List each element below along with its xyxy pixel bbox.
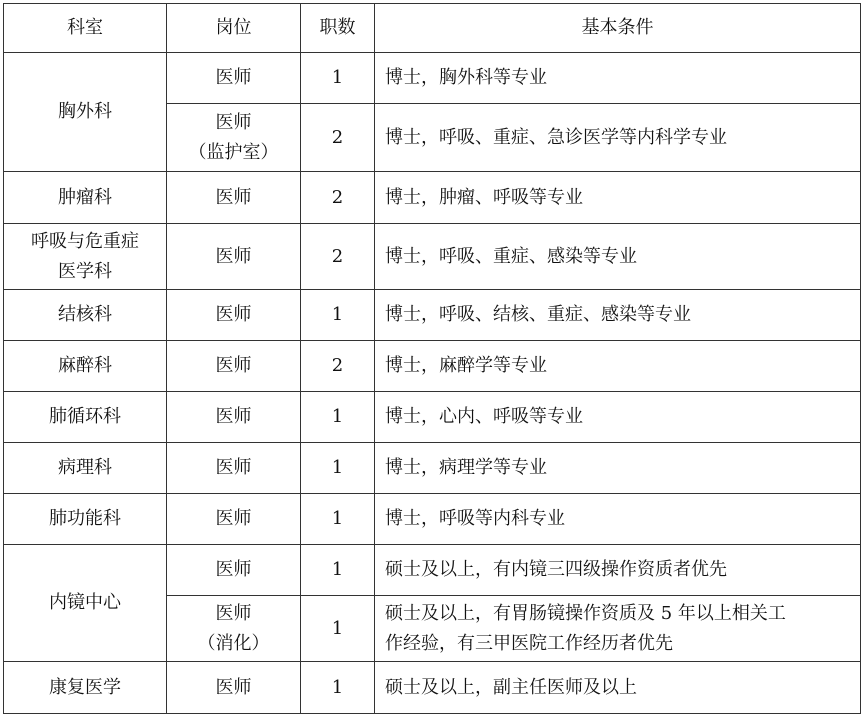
- dept-cell: 内镜中心: [4, 545, 167, 662]
- conditions-cell: 博士，呼吸、重症、感染等专业: [375, 224, 861, 290]
- table-row: [4, 662, 861, 714]
- conditions-cell: 硕士及以上，副主任医师及以上: [375, 662, 861, 714]
- table-row: [4, 172, 861, 224]
- count-cell: 1: [301, 392, 375, 443]
- count-cell: 2: [301, 172, 375, 224]
- count-cell: 1: [301, 290, 375, 341]
- dept-cell: 病理科: [4, 443, 167, 494]
- table-row: [4, 494, 861, 545]
- header-count: 职数: [301, 4, 375, 53]
- recruitment-table: [3, 3, 861, 714]
- position-cell: [167, 104, 301, 172]
- conditions-cell: 博士，呼吸等内科专业: [375, 494, 861, 545]
- table-row: [4, 53, 861, 104]
- conditions-cell: 博士，胸外科等专业: [375, 53, 861, 104]
- dept-cell: 结核科: [4, 290, 167, 341]
- conditions-cell: 博士，呼吸、结核、重症、感染等专业: [375, 290, 861, 341]
- position-cell: 医师: [167, 224, 301, 290]
- conditions-cell: 博士，肿瘤、呼吸等专业: [375, 172, 861, 224]
- dept-cell: 肺循环科: [4, 392, 167, 443]
- position-cell: 医师: [167, 290, 301, 341]
- count-cell: 1: [301, 443, 375, 494]
- dept-cell: 麻醉科: [4, 341, 167, 392]
- conditions-cell: 博士，病理学等专业: [375, 443, 861, 494]
- count-cell: 1: [301, 53, 375, 104]
- position-line: （消化）: [197, 632, 270, 654]
- dept-cell: 肿瘤科: [4, 172, 167, 224]
- count-cell: 2: [301, 341, 375, 392]
- position-cell: 医师: [167, 494, 301, 545]
- table-row: [4, 341, 861, 392]
- position-cell: 医师: [167, 443, 301, 494]
- dept-cell: 肺功能科: [4, 494, 167, 545]
- position-cell: 医师: [167, 341, 301, 392]
- position-cell: 医师: [167, 172, 301, 224]
- conditions-cell: [375, 596, 861, 662]
- conditions-cell: 博士，呼吸、重症、急诊医学等内科学专业: [375, 104, 861, 172]
- conditions-cell: 博士，心内、呼吸等专业: [375, 392, 861, 443]
- table-row: [4, 545, 861, 596]
- count-cell: 2: [301, 224, 375, 290]
- position-cell: 医师: [167, 392, 301, 443]
- position-cell: 医师: [167, 53, 301, 104]
- dept-line: 呼吸与危重症: [31, 230, 139, 252]
- position-cell: [167, 596, 301, 662]
- header-position: 岗位: [167, 4, 301, 53]
- header-row: [4, 4, 861, 53]
- dept-cell: 胸外科: [4, 53, 167, 172]
- dept-cell: [4, 224, 167, 290]
- conditions-cell: 硕士及以上，有内镜三四级操作资质者优先: [375, 545, 861, 596]
- table-row: [4, 224, 861, 290]
- count-cell: 1: [301, 662, 375, 714]
- conditions-cell: 博士，麻醉学等专业: [375, 341, 861, 392]
- position-line: （监护室）: [188, 141, 279, 163]
- position-cell: 医师: [167, 662, 301, 714]
- conditions-line: 硕士及以上，有胃肠镜操作资质及 5 年以上相关工: [385, 602, 786, 624]
- dept-cell: 康复医学: [4, 662, 167, 714]
- dept-line: 医学科: [58, 260, 112, 282]
- position-line: 医师: [215, 111, 252, 133]
- count-cell: 1: [301, 596, 375, 662]
- count-cell: 2: [301, 104, 375, 172]
- table-row: [4, 290, 861, 341]
- table-row: [4, 392, 861, 443]
- header-dept: 科室: [4, 4, 167, 53]
- count-cell: 1: [301, 545, 375, 596]
- conditions-line: 作经验，有三甲医院工作经历者优先: [385, 632, 673, 654]
- position-line: 医师: [215, 602, 252, 624]
- position-cell: 医师: [167, 545, 301, 596]
- header-conditions: 基本条件: [375, 4, 861, 53]
- count-cell: 1: [301, 494, 375, 545]
- table-row: [4, 443, 861, 494]
